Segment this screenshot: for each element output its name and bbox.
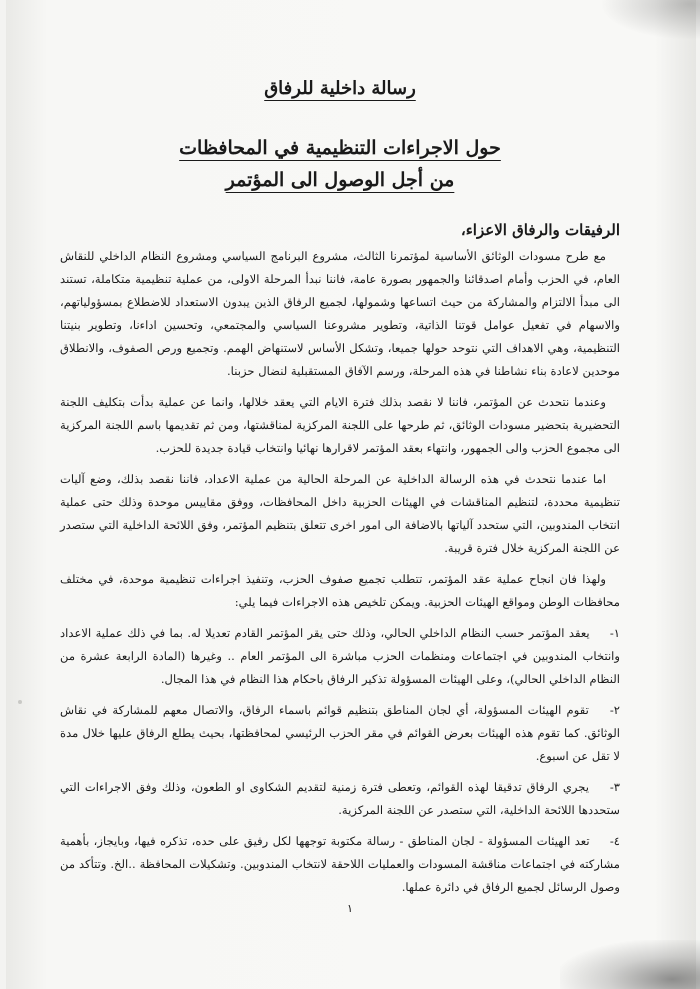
heading-container — [60, 78, 620, 99]
title-line-1: حول الاجراءات التنظيمية في المحافظات — [179, 137, 501, 159]
scan-shadow-top — [600, 0, 700, 40]
list-item-number: ٢- — [609, 703, 620, 717]
scan-shadow-bottom — [560, 940, 700, 989]
list-item-3 — [60, 776, 620, 822]
list-item-4 — [60, 830, 620, 899]
list-item-number: ١- — [609, 626, 621, 640]
list-item-1 — [60, 622, 620, 691]
paragraph-4: ولهذا فان انجاح عملية عقد المؤتمر، تتطلب تجميع صفوف الحزب، وتنفيذ اجراءات تنظيمية موحدة، في مختلف محافظات الوطن ومواقع الهيئات الحزبية. ويمكن تلخيص هذه الاجراءات فيما يلي: — [60, 572, 620, 609]
list-item-text: تعد الهيئات المسؤولة - لجان المناطق - رسالة مكتوبة توجهها لكل رفيق على حده، تذكره فيها، وبايجاز، بأهمية مشاركته في اجتماعات مناقشة المسودات والعمليات اللاحقة لانتخاب المندوبين. وتشكيلات المحافظة ..الخ. وتتأكد من وصول الرسائل لجميع الرفاق في دائرة عملها. — [60, 834, 620, 894]
punch-mark — [18, 700, 22, 704]
document-body — [60, 78, 620, 907]
list-item-number: ٤- — [609, 834, 620, 848]
page-number: ١ — [347, 902, 353, 915]
paragraph-3: اما عندما نتحدث في هذه الرسالة الداخلية عن المرحلة الحالية من عملية الاعداد، فاننا نقصد بذلك، وضع آليات تنظيمية محددة، لتنظيم المناقشات في الهيئات الحزبية داخل المحافظات، ووفق مقاييس موحدة وذلك حتى عملية انتخاب المندوبين، التي ستحدد آلياتها بالاضافة الى امور اخرى تتعلق بتنظيم المؤتمر، وفق اللائحة الداخلية التي ستصدر عن اللجنة المركزية خلال فترة قريبة. — [60, 472, 620, 555]
paragraph-2: وعندما نتحدث عن المؤتمر، فاننا لا نقصد بذلك فترة الايام التي يعقد خلالها، وانما عن عملية بدأت بتكليف اللجنة التحضيرية بتحضير مسودات الوثائق، ثم طرحها على اللجنة المركزية لمناقشتها، ومن ثم تقديمها باسم اللجنة المركزية الى مجموع الحزب والى الجمهور، وانتهاء بعقد المؤتمر لاقرارها نهائيا وانتخاب قيادة جديدة للحزب. — [60, 395, 620, 455]
list-item-text: يجري الرفاق تدقيقا لهذه القوائم، وتعطى فترة زمنية لتقديم الشكاوى او الطعون، وذلك وفق الاجراءات التي ستحددها اللائحة الداخلية، التي ستصدر عن اللجنة المركزية. — [60, 780, 620, 817]
document-heading: رسالة داخلية للرفاق — [264, 78, 416, 99]
list-item-text: تقوم الهيئات المسؤولة، أي لجان المناطق بتنظيم قوائم باسماء الرفاق، والاتصال معهم للمشاركة في نقاش الوثائق. كما تقوم هذه الهيئات بعرض القوائم في مقر الحزب الرئيسي لمحافظتها، بحيث يطلع الرفاق عليها خلال مدة لا تقل عن اسبوع. — [60, 703, 620, 763]
list-item-number: ٣- — [609, 780, 621, 794]
list-item-text: يعقد المؤتمر حسب النظام الداخلي الحالي، وذلك حتى يقر المؤتمر القادم تعديلا له. بما في ذلك عملية الاعداد وانتخاب المندوبين في اجتماعات ومنظمات الحزب مباشرة الى المؤتمر العام .. وغيرها (المادة الرابعة عشرة من النظام الداخلي الحالي)، وعلى الهيئات المسؤولة تذكير الرفاق باحكام هذا النظام في هذا المجال. — [60, 626, 620, 686]
salutation: الرفيقات والرفاق الاعزاء، — [460, 221, 620, 239]
title-line-2: من أجل الوصول الى المؤتمر — [225, 169, 455, 191]
list-item-2 — [60, 699, 620, 768]
document-title — [60, 137, 620, 191]
paragraph-1: مع طرح مسودات الوثائق الأساسية لمؤتمرنا الثالث، مشروع البرنامج السياسي ومشروع النظام الداخلي للنقاش العام، في الحزب وأمام اصدقائنا والجمهور بصورة عامة، فاننا نبدأ المرحلة الاولى، من عملية تنظيمية متكاملة، تستند الى مبدأ الالتزام والمشاركة من حيث اتساعها وشمولها، لجميع الرفاق الذين يبدون الاستعداد للاضطلاع بمسؤولياتهم، والاسهام في تفعيل عوامل قوتنا الذاتية، وتطوير مشروعنا السياسي والمجتمعي، وتحسين اداءنا، وتطوير بنيتنا التنظيمية، وهي الاهداف التي نتوحد حولها جميعا، وتشكل الأساس لاستنهاض الهمم. وتجميع ورص الصفوف، والانطلاق موحدين لاعادة بناء نشاطنا في هذه المرحلة، ورسم الآفاق المستقبلية لنضال حزبنا. — [60, 249, 620, 378]
